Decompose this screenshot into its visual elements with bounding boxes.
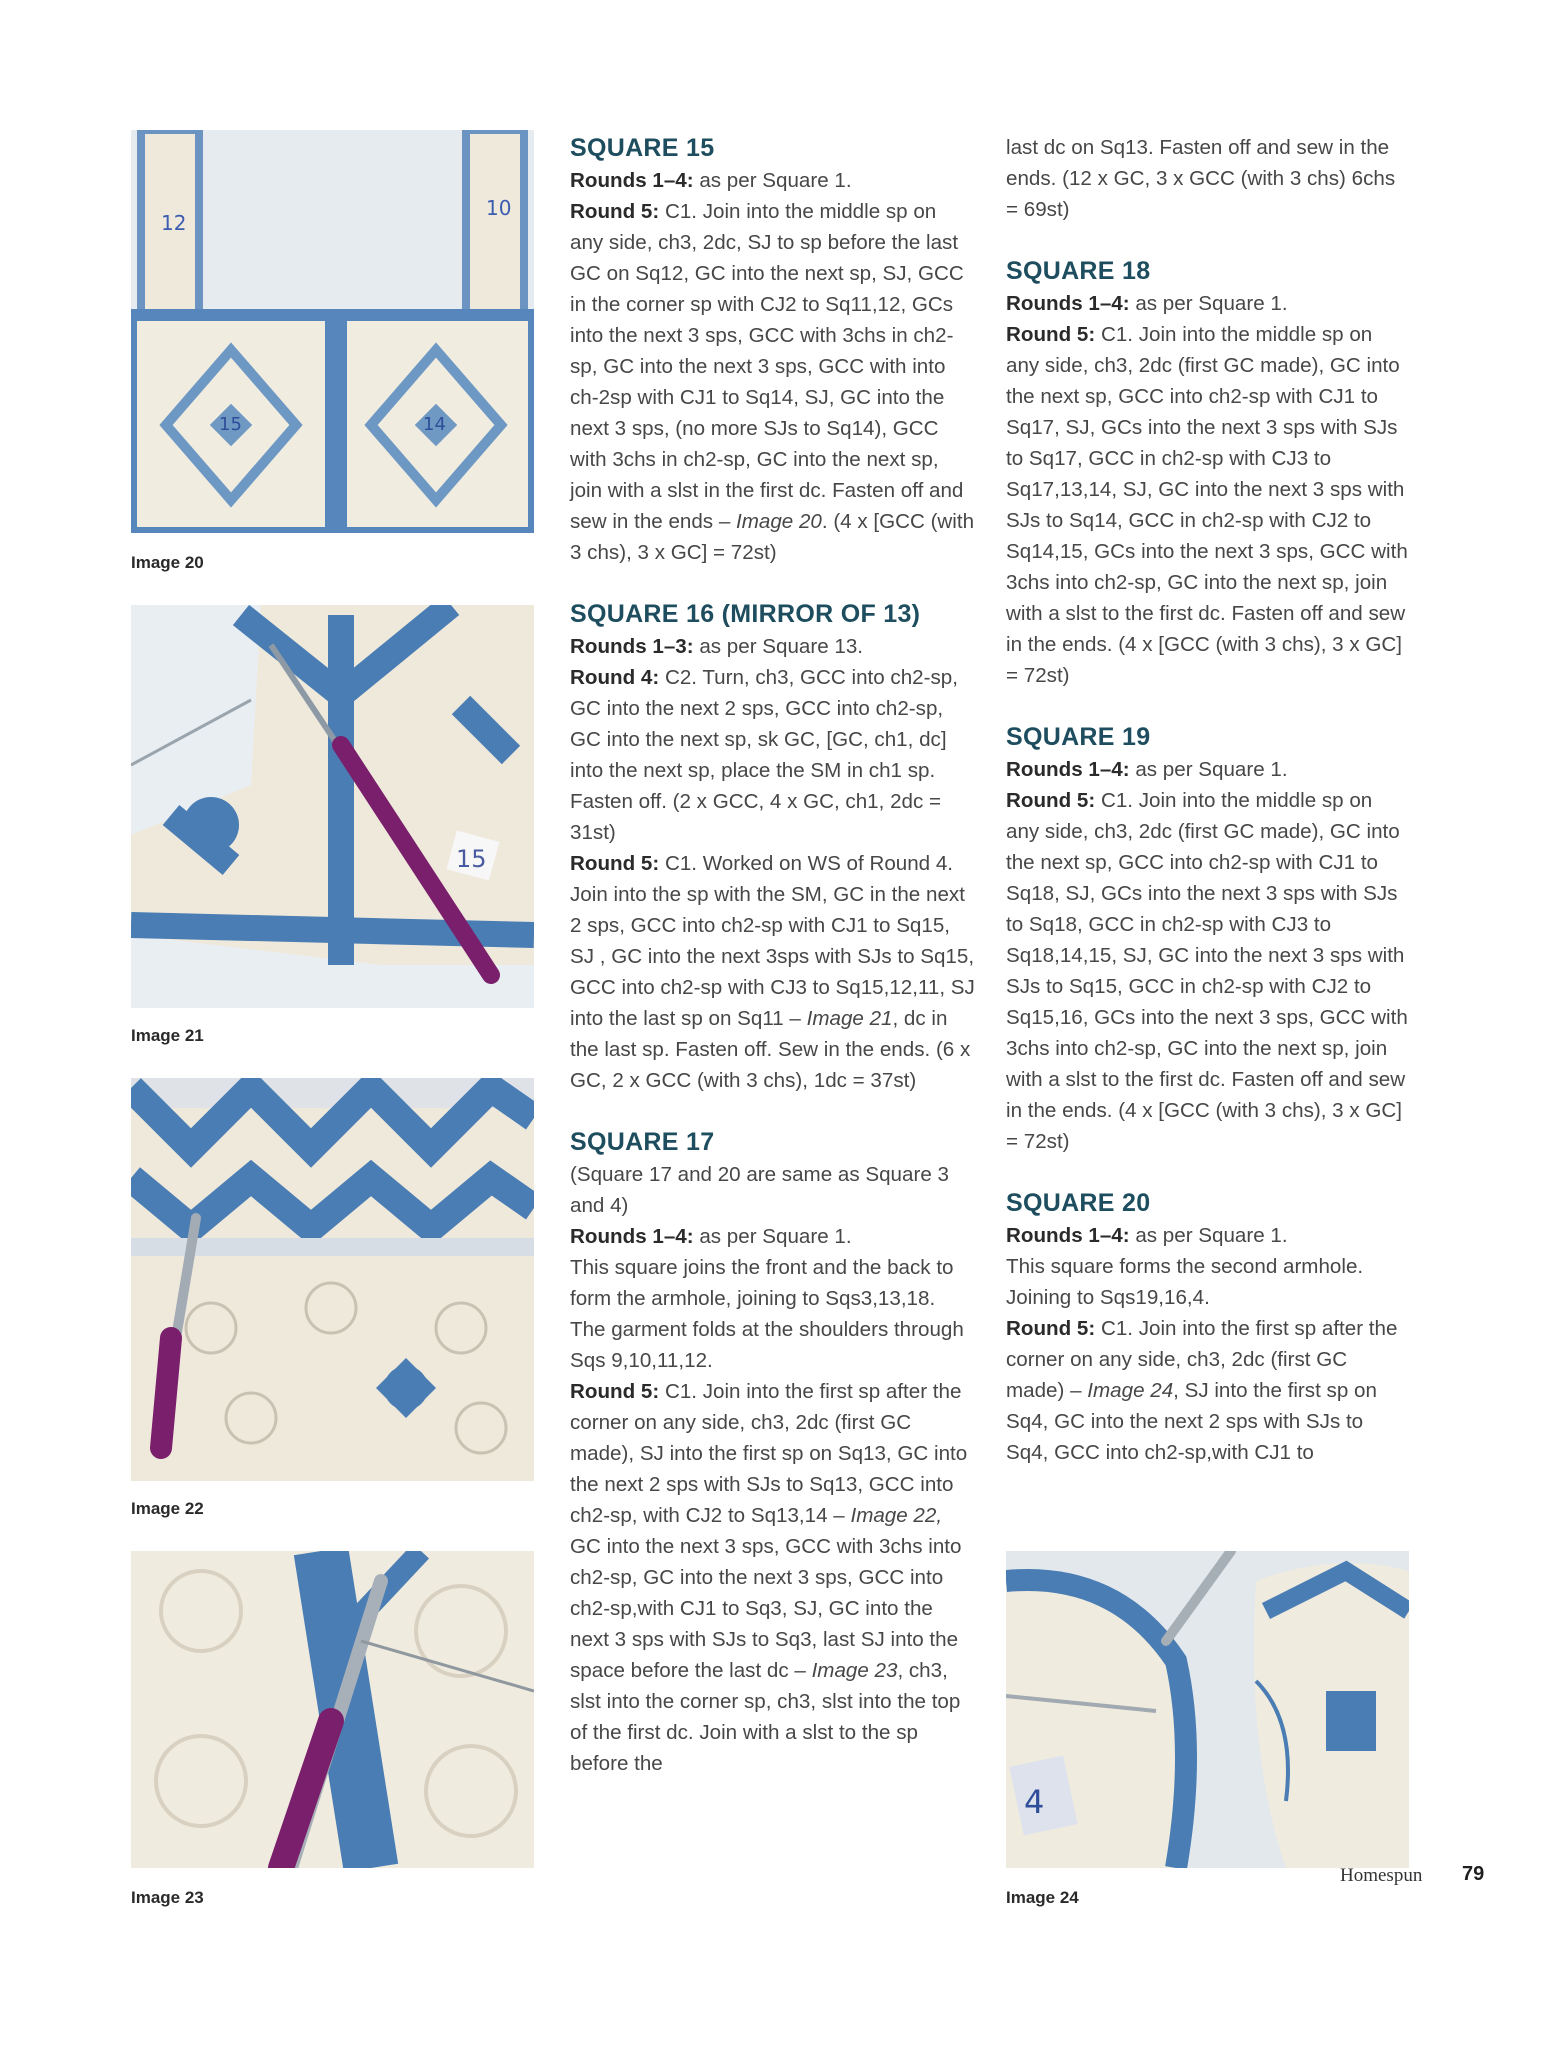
rounds-label: Rounds 1–4: (1006, 758, 1130, 781)
square-15-heading: SQUARE 15 (570, 134, 715, 162)
square-18-rounds-1-4 (1006, 288, 1411, 319)
page-number: 79 (1462, 1863, 1485, 1885)
image-20-mark-10: 10 (486, 196, 512, 220)
round-label: Round 5: (570, 852, 660, 875)
image-21-photo (131, 605, 534, 1008)
image-20-graphic (131, 130, 534, 533)
square-19-rounds-1-4 (1006, 754, 1411, 785)
rounds-label: Rounds 1–4: (570, 1225, 694, 1248)
middle-text-column (570, 132, 975, 1779)
image-24-graphic (1006, 1551, 1409, 1868)
rounds-label: Rounds 1–3: (570, 635, 694, 658)
square-16-rounds-1-3 (570, 631, 975, 662)
image-24-photo (1006, 1551, 1409, 1868)
square-16-round-4 (570, 662, 975, 848)
image-20-photo (131, 130, 534, 533)
image-22-graphic (131, 1078, 534, 1481)
rounds-text: as per Square 1. (1129, 1224, 1288, 1247)
square-19-round-5 (1006, 785, 1411, 1157)
image-24-caption: Image 24 (1006, 1888, 1079, 1907)
round-text: C1. Worked on WS of Round 4. Join into the sp with the SM, GC in the next 2 sps, GCC into ch2-sp with CJ1 to Sq15, SJ , GC into the next 3sps with SJs to Sq15, GCC into ch2-sp with CJ3 to Sq15,12,11, SJ into the last sp on Sq11 – (570, 852, 975, 1030)
square-17-description: This square joins the front and the back to form the armhole, joining to Sqs3,13,18. The garment folds at the shoulders through Sqs 9,10,11,12. (570, 1256, 964, 1372)
image-21-mark: 15 (456, 845, 487, 873)
image-22-caption: Image 22 (131, 1499, 204, 1518)
round-label: Round 5: (570, 200, 660, 223)
image-20-mark-15: 15 (219, 414, 242, 435)
rounds-label: Rounds 1–4: (1006, 292, 1130, 315)
image-ref: Image 20 (736, 510, 822, 533)
round-text: C1. Join into the middle sp on any side, ch3, 2dc (first GC made), GC into the next sp, GCC into ch2-sp with CJ1 to Sq18, SJ, GCs into the next 3 sps with SJs to Sq18, GCC in ch2-sp with CJ3 to Sq18,14,15, SJ, GC into the next 3 sps with SJs to Sq15, GCC in ch2-sp with CJ2 to Sq15,16, GCs into the next 3 sps, GCC with 3chs into ch2-sp, GC into the next sp, join with a slst to the first dc. Fasten off and sew in the ends. (4 x [GCC (with 3 chs), 3 x GC] = 72st) (1006, 789, 1408, 1153)
rounds-label: Rounds 1–4: (1006, 1224, 1130, 1247)
round-text-end: . (4 x [GCC (with 3 chs), 3 x GC] = 72st) (570, 510, 975, 564)
rounds-text: as per Square 1. (693, 1225, 852, 1248)
square-19-heading: SQUARE 19 (1006, 723, 1151, 751)
square-17-round-5 (570, 1376, 975, 1779)
image-20-mark-14: 14 (423, 414, 446, 435)
square-15-round-5 (570, 196, 975, 568)
rounds-text: as per Square 13. (693, 635, 864, 658)
round-label: Round 4: (570, 666, 660, 689)
image-22-photo (131, 1078, 534, 1481)
rounds-text: as per Square 1. (693, 169, 852, 192)
image-21-graphic (131, 605, 534, 1008)
publication-name: Homespun (1340, 1865, 1423, 1886)
image-ref: Image 22, (850, 1504, 943, 1527)
right-text-column (1006, 132, 1411, 1468)
image-20-mark-12: 12 (161, 211, 187, 235)
square-20-rounds-1-4 (1006, 1220, 1411, 1251)
square-16-heading: SQUARE 16 (MIRROR OF 13) (570, 600, 921, 628)
round-text: C1. Join into the first sp after the corner on any side, ch3, 2dc (first GC made), SJ into the first sp on Sq13, GC into the next 2 sps with SJs to Sq13, GCC into ch2-sp, with CJ2 to Sq13,14 – (570, 1380, 968, 1527)
round-text: C1. Join into the middle sp on any side, ch3, 2dc (first GC made), GC into the next sp, GCC into ch2-sp with CJ1 to Sq17, SJ, GCs into the next 3 sps with SJs to Sq17, GCC in ch2-sp with CJ3 to Sq17,13,14, SJ, GC into the next 3 sps with SJs to Sq14, GCC in ch2-sp with CJ2 to Sq14,15, GCs into the next 3 sps, GCC with 3chs into ch2-sp, GC into the next sp, join with a slst to the first dc. Fasten off and sew in the ends. (4 x [GCC (with 3 chs), 3 x GC] = 72st) (1006, 323, 1408, 687)
round-text-end: , SJ into the first sp on Sq4, GC into the next 2 sps with SJs to Sq4, GCC into ch2-sp,with CJ1 to (1006, 1379, 1377, 1464)
round-text-end: , ch3, slst into the corner sp, ch3, slst into the top of the first dc. Join with a slst to the sp before the (570, 1659, 961, 1775)
image-24-mark: 4 (1024, 1783, 1045, 1821)
round-text: C2. Turn, ch3, GCC into ch2-sp, GC into the next 2 sps, GCC into ch2-sp, GC into the next sp, sk GC, [GC, ch1, dc] into the next sp, place the SM in ch1 sp. Fasten off. (2 x GCC, 4 x GC, ch1, 2dc = 31st) (570, 666, 958, 844)
round-label: Round 5: (1006, 323, 1096, 346)
image-ref: Image 23 (811, 1659, 898, 1682)
round-text: C1. Join into the first sp after the corner on any side, ch3, 2dc (first GC made) – (1006, 1317, 1398, 1402)
square-20-round-5 (1006, 1313, 1411, 1468)
square-17-rounds-1-4 (570, 1221, 975, 1252)
square-17-heading: SQUARE 17 (570, 1128, 715, 1156)
square-16-round-5 (570, 848, 975, 1096)
image-21-caption: Image 21 (131, 1026, 204, 1045)
rounds-label: Rounds 1–4: (570, 169, 694, 192)
square-20-description: This square forms the second armhole. Joining to Sqs19,16,4. (1006, 1255, 1364, 1309)
round-text: C1. Join into the middle sp on any side, ch3, 2dc, SJ to sp before the last GC on Sq12, GC into the next sp, SJ, GCC in the corner sp with CJ2 to Sq11,12, GCs into the next 3 sps, GCC with 3chs in ch2-sp, GC into the next 3 sps, GCC with into ch-2sp with CJ1 to Sq14, SJ, GC into the next 3 sps, (no more SJs to Sq14), GCC with 3chs in ch2-sp, GC into the next sp, join with a slst in the first dc. Fasten off and sew in the ends – (570, 200, 964, 533)
round-label: Round 5: (1006, 1317, 1096, 1340)
image-23-graphic (131, 1551, 534, 1868)
round-text-end: , dc in the last sp. Fasten off. Sew in the ends. (6 x GC, 2 x GCC (with 3 chs), 1dc = 37st) (570, 1007, 971, 1092)
round-text-mid: GC into the next 3 sps, GCC with 3chs into ch2-sp, GC into the next 3 sps, GCC into ch2-sp,with CJ1 to Sq3, SJ, GC into the next 3 sps with SJs to Sq3, last SJ into the space before the last dc – (570, 1535, 962, 1682)
square-18-round-5 (1006, 319, 1411, 691)
image-ref: Image 21 (806, 1007, 893, 1030)
round-label: Round 5: (1006, 789, 1096, 812)
image-ref: Image 24 (1087, 1379, 1174, 1402)
square-17-continued: last dc on Sq13. Fasten off and sew in the ends. (12 x GC, 3 x GCC (with 3 chs) 6chs = 69st) (1006, 136, 1396, 221)
rounds-text: as per Square 1. (1129, 758, 1288, 781)
square-20-heading: SQUARE 20 (1006, 1189, 1151, 1217)
square-15-rounds-1-4 (570, 165, 975, 196)
square-18-heading: SQUARE 18 (1006, 257, 1151, 285)
rounds-text: as per Square 1. (1129, 292, 1288, 315)
image-20-caption: Image 20 (131, 553, 204, 572)
round-label: Round 5: (570, 1380, 660, 1403)
image-23-photo (131, 1551, 534, 1868)
square-17-intro: (Square 17 and 20 are same as Square 3 and 4) (570, 1163, 949, 1217)
image-23-caption: Image 23 (131, 1888, 204, 1907)
